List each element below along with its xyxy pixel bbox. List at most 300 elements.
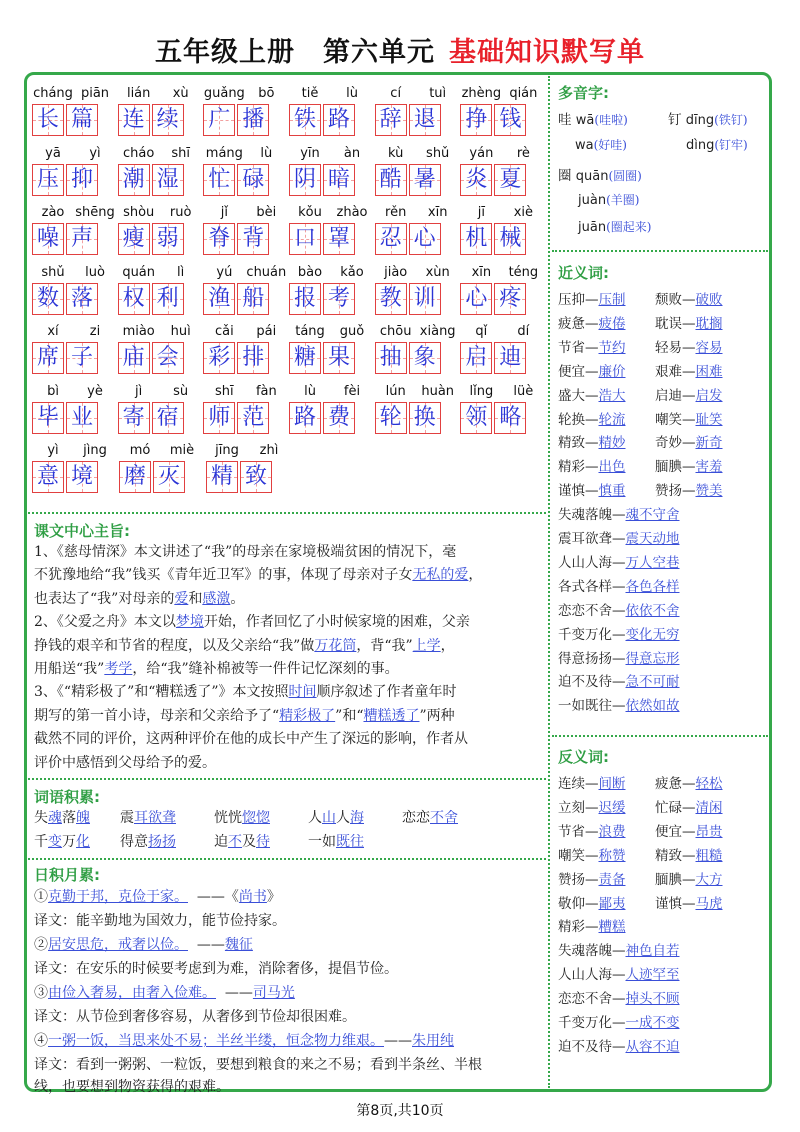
char-box — [460, 283, 492, 315]
char: 训 — [413, 285, 436, 311]
pair-answer: 称赞 — [598, 847, 626, 864]
page-footer: 第8页,共10页 — [356, 1103, 444, 1119]
pair-word: 精彩— — [558, 919, 599, 936]
char-box — [323, 402, 355, 434]
pair-answer: 一成不变 — [625, 1015, 680, 1031]
poly-word: (圆圈) — [608, 169, 642, 183]
char-box — [460, 342, 492, 374]
pinyin-syllable: cháo — [123, 145, 155, 161]
char: 灭 — [157, 464, 180, 489]
pinyin-syllable: zhào — [336, 205, 368, 220]
word-pair — [655, 772, 723, 792]
vocab-chars — [118, 402, 204, 434]
poly-pinyin: juàn — [578, 193, 607, 208]
poly-item — [578, 218, 651, 235]
vocab-item — [203, 203, 289, 263]
word-pair — [558, 527, 680, 547]
center-line — [34, 611, 544, 634]
center-line — [34, 658, 544, 681]
word-text: 恍恍 — [214, 810, 242, 826]
pair-word: 失魂落魄— — [558, 507, 626, 524]
center-text: 截然不同的评价，这两种评价在他的成长中产生了深远的影响，作者从 — [34, 731, 468, 748]
vocab-pinyin — [289, 382, 375, 402]
pinyin-syllable: mó — [129, 443, 151, 458]
char: 师 — [208, 404, 231, 430]
quote-dash: —— — [196, 937, 225, 953]
char: 考 — [328, 285, 351, 311]
char: 挣 — [465, 107, 488, 132]
char-box — [409, 402, 441, 434]
vocab-pinyin — [460, 322, 546, 342]
pair-answer: 容易 — [695, 339, 723, 356]
translation-3: 译文：从节俭到奢侈容易，从奢侈到节俭却很困难。 — [34, 1009, 356, 1025]
char: 船 — [242, 285, 265, 311]
pinyin-syllable: jī — [477, 205, 485, 220]
char-box — [119, 461, 151, 493]
antonyms-heading: 反义词: — [558, 748, 609, 766]
char-box — [66, 461, 98, 493]
vocab-row — [32, 322, 546, 382]
vocab-item — [118, 322, 204, 382]
translation-4a: 译文：看到一粥粥、一粒饭，要想到粮食的来之不易；看到半条丝、半根 — [34, 1057, 482, 1073]
vocab-pinyin — [118, 322, 204, 342]
center-text: 不犹豫地给“我”钱买《青年近卫军》的事，体现了母亲对子女 — [34, 567, 413, 584]
pinyin-syllable: xí — [47, 324, 59, 339]
center-line — [34, 705, 544, 728]
pair-answer: 出色 — [598, 459, 626, 476]
char: 疼 — [499, 285, 522, 311]
char: 忙 — [208, 166, 231, 192]
word-pair — [558, 694, 680, 714]
vocab-chars — [203, 283, 289, 315]
poly-item — [558, 164, 642, 184]
vocab-chars — [289, 402, 375, 434]
char: 退 — [413, 107, 436, 132]
char-box — [409, 223, 441, 255]
pair-word: 奇妙— — [655, 435, 696, 452]
center-text: 期写的第一首小诗，母亲和父亲给予了“ — [34, 707, 280, 724]
char: 心 — [413, 226, 436, 251]
vocab-pinyin — [32, 203, 118, 223]
vocab-pinyin — [203, 144, 289, 164]
pair-answer: 迟缓 — [598, 799, 626, 816]
pair-word: 盛大— — [558, 387, 599, 404]
pair-word: 精致— — [558, 435, 599, 452]
pinyin-syllable: shǔ — [41, 264, 65, 280]
daily-heading: 日积月累: — [34, 866, 100, 884]
word-text: 迫 — [214, 834, 228, 850]
quote-num: ④ — [34, 1033, 48, 1049]
center-line — [34, 728, 544, 751]
vocab-row — [32, 144, 546, 204]
vocab-item — [289, 144, 375, 204]
pinyin-syllable: kù — [388, 145, 404, 161]
char: 路 — [328, 107, 351, 132]
pair-answer: 节约 — [598, 339, 626, 356]
char: 弱 — [156, 226, 179, 251]
quote-num: ② — [34, 937, 48, 953]
vocab-item — [375, 84, 461, 144]
char-box — [494, 223, 526, 255]
char: 庙 — [122, 345, 145, 370]
word-pair — [558, 384, 626, 404]
vocab-pinyin — [375, 382, 461, 402]
pinyin-syllable: bō — [258, 86, 275, 101]
pinyin-syllable: jǐ — [220, 205, 228, 220]
pair-answer: 精妙 — [598, 435, 626, 452]
vocab-item — [32, 441, 119, 501]
char: 子 — [70, 345, 93, 370]
char: 致 — [244, 464, 267, 489]
vocab-pinyin — [203, 203, 289, 223]
pair-answer: 耻笑 — [695, 411, 723, 428]
word-keyword: 山 — [322, 810, 336, 826]
char-box — [237, 104, 269, 136]
quote-text: 克勤于邦，克俭于家。 — [48, 889, 188, 905]
word-text: 失 — [34, 810, 48, 826]
char: 彩 — [208, 345, 231, 370]
center-keyword: 精彩极了 — [279, 707, 336, 724]
vocab-item — [460, 322, 546, 382]
pair-word: 疲惫— — [558, 315, 599, 332]
poly-item — [578, 191, 639, 208]
char-box — [375, 223, 407, 255]
pinyin-syllable: bì — [47, 383, 59, 399]
pinyin-syllable: qián — [509, 86, 538, 101]
pair-answer: 慎重 — [598, 483, 626, 500]
center-text: 开始，作者回忆了小时候家境的困难，父亲 — [203, 614, 470, 631]
word-pair — [655, 844, 723, 864]
section-divider — [28, 858, 546, 860]
poly-word: (铁钉) — [714, 113, 748, 127]
center-text: ，背“我” — [356, 637, 413, 654]
quote-dash: 》 — [266, 889, 281, 905]
char: 篇 — [70, 107, 93, 132]
word-keyword: 化 — [76, 834, 90, 850]
pinyin-syllable: chōu — [379, 324, 412, 339]
char: 席 — [36, 345, 59, 370]
word-pair — [558, 336, 626, 356]
word-pair — [558, 599, 680, 619]
word-pair — [558, 647, 680, 667]
char-box — [203, 164, 235, 196]
char: 数 — [36, 285, 59, 311]
word-pair — [655, 820, 723, 840]
word-pair — [558, 288, 626, 308]
center-text — [34, 541, 544, 775]
word-keyword: 变 — [48, 834, 62, 850]
pair-answer: 新奇 — [695, 435, 723, 452]
pair-word: 人山人海— — [558, 554, 626, 571]
word-item — [308, 807, 402, 827]
synonyms-heading: 近义词: — [558, 264, 609, 282]
center-text: ”两种 — [419, 707, 455, 724]
vocab-item — [203, 263, 289, 323]
pinyin-syllable: yì — [47, 443, 59, 458]
vocab-chars — [32, 164, 118, 196]
pinyin-syllable: jì — [135, 383, 143, 399]
pair-answer: 万人空巷 — [625, 554, 680, 571]
pair-word: 节省— — [558, 823, 599, 840]
char-box — [323, 223, 355, 255]
char: 宿 — [156, 404, 179, 430]
vocab-pinyin — [203, 322, 289, 342]
word-text: 千 — [34, 834, 48, 850]
pair-word: 耽误— — [655, 315, 696, 332]
word-pair — [558, 939, 680, 959]
word-pair — [558, 892, 626, 912]
char: 噪 — [36, 226, 59, 251]
word-pair — [558, 408, 626, 428]
pair-answer: 轻松 — [695, 776, 723, 792]
char: 暗 — [328, 166, 351, 192]
char: 夏 — [499, 166, 522, 192]
char-box — [203, 342, 235, 374]
vocab-item — [375, 322, 461, 382]
pinyin-syllable: shòu — [123, 205, 155, 220]
pinyin-syllable: jiào — [384, 264, 408, 280]
vocab-item — [375, 382, 461, 442]
pinyin-syllable: xùn — [425, 264, 450, 280]
pair-word: 轮换— — [558, 411, 599, 428]
char: 业 — [70, 404, 93, 430]
vocab-row — [32, 203, 546, 263]
vocab-item — [32, 84, 118, 144]
section-divider — [28, 778, 546, 780]
char: 抽 — [379, 345, 402, 370]
vocab-pinyin — [32, 382, 118, 402]
vocab-item — [289, 263, 375, 323]
char: 毕 — [36, 404, 59, 430]
pair-answer: 神色自若 — [625, 943, 680, 960]
pinyin-syllable: yì — [89, 145, 101, 161]
quote-dash: —— — [384, 1033, 412, 1049]
vocab-chars — [32, 104, 118, 136]
vocab-chars — [375, 104, 461, 136]
pinyin-syllable: tiě — [301, 86, 319, 101]
center-line — [34, 588, 544, 611]
pinyin-syllable: shī — [215, 383, 234, 399]
vocab-pinyin — [375, 144, 461, 164]
pair-answer: 马虎 — [695, 895, 723, 912]
char: 报 — [294, 285, 317, 311]
pinyin-syllable: yán — [469, 145, 494, 161]
pair-word: 得意扬扬— — [558, 650, 626, 667]
pinyin-syllable: zi — [89, 324, 101, 339]
vocab-pinyin — [118, 144, 204, 164]
vocab-item — [289, 84, 375, 144]
char-box — [409, 164, 441, 196]
poly-pinyin: wā — [575, 113, 595, 128]
word-pair — [655, 288, 723, 308]
char: 迪 — [499, 345, 522, 370]
char: 机 — [465, 226, 488, 251]
center-keyword: 爱 — [174, 590, 189, 607]
pair-answer: 各色各样 — [625, 578, 680, 595]
vocab-chars — [203, 223, 289, 255]
pinyin-syllable: shēng — [75, 205, 115, 220]
char-box — [118, 223, 150, 255]
pinyin-syllable: luò — [85, 264, 105, 280]
word-pair — [558, 1035, 680, 1055]
title-main: 五年级上册 第六单元 — [155, 37, 435, 68]
pinyin-syllable: zhì — [259, 443, 279, 458]
quote-text: 居安思危，戒奢以俭。 — [48, 937, 188, 953]
char-box — [409, 104, 441, 136]
pinyin-syllable: àn — [343, 145, 361, 161]
char-box — [237, 402, 269, 434]
vocab-pinyin — [118, 382, 204, 402]
pair-answer: 间断 — [598, 776, 626, 792]
pair-answer: 耽搁 — [695, 315, 723, 332]
vocab-pinyin — [118, 84, 204, 104]
char-box — [203, 104, 235, 136]
pinyin-syllable: xiàng — [419, 324, 456, 339]
word-pair — [655, 360, 723, 380]
word-text: 一如 — [308, 834, 336, 850]
pair-word: 千变万化— — [558, 1015, 626, 1031]
section-divider — [552, 735, 768, 737]
quote-source: 司马光 — [252, 985, 295, 1001]
char-box — [289, 283, 321, 315]
pair-word: 谨慎— — [655, 895, 696, 912]
vocab-pinyin — [460, 263, 546, 283]
pair-word: 精致— — [655, 847, 696, 864]
word-pair — [655, 336, 723, 356]
poly-word: (羊圈) — [606, 193, 640, 207]
pinyin-syllable: xīn — [427, 205, 448, 220]
center-text: 1、《慈母情深》本文讲述了“我”的母亲在家境极端贫困的情况下，毫 — [34, 544, 457, 560]
char: 领 — [465, 404, 488, 430]
poly-word: (哇啦) — [594, 113, 628, 127]
vocab-chars — [32, 402, 118, 434]
vocab-chars — [460, 164, 546, 196]
char: 会 — [156, 345, 179, 370]
pair-word: 轻易— — [655, 339, 696, 356]
vocab-item — [118, 263, 204, 323]
pinyin-syllable: lüè — [513, 383, 534, 399]
pinyin-syllable: bào — [297, 264, 323, 280]
vocab-item — [118, 84, 204, 144]
pair-word: 艰难— — [655, 363, 696, 380]
word-pair — [558, 772, 626, 792]
pinyin-syllable: quán — [122, 264, 156, 280]
vocab-item — [375, 144, 461, 204]
char: 路 — [294, 404, 317, 430]
vocab-item — [118, 203, 204, 263]
word-keyword: 既往 — [336, 834, 364, 850]
word-pair — [558, 575, 680, 595]
char: 铁 — [294, 107, 317, 132]
vocab-pinyin — [460, 84, 546, 104]
word-text: 及 — [242, 834, 256, 850]
pair-answer: 魂不守舍 — [625, 507, 680, 524]
word-item — [34, 831, 120, 851]
word-item — [214, 831, 308, 851]
pair-answer: 浩大 — [598, 387, 626, 404]
pinyin-syllable: xù — [172, 86, 189, 101]
pinyin-syllable: xīn — [471, 264, 492, 280]
word-pair — [558, 868, 626, 888]
poly-item — [575, 136, 627, 153]
word-text: 万 — [62, 834, 76, 850]
vocab-item — [203, 382, 289, 442]
vocab-chars — [32, 342, 118, 374]
char-box — [323, 104, 355, 136]
char: 阴 — [294, 166, 317, 192]
pair-answer: 困难 — [695, 363, 723, 380]
char: 钱 — [499, 107, 522, 132]
vocab-item — [32, 263, 118, 323]
pinyin-syllable: lián — [126, 86, 151, 101]
pinyin-syllable: cháng — [33, 86, 73, 101]
char-box — [152, 283, 184, 315]
vocab-chars — [203, 104, 289, 136]
word-pair — [655, 408, 723, 428]
char: 费 — [328, 404, 351, 430]
vocab-item — [203, 144, 289, 204]
char-box — [152, 104, 184, 136]
char-box — [66, 223, 98, 255]
pair-answer: 糟糕 — [598, 919, 626, 936]
quote-1 — [34, 886, 544, 906]
words-heading: 词语积累: — [34, 788, 100, 806]
char-box — [66, 283, 98, 315]
pinyin-syllable: bèi — [256, 205, 277, 220]
poly-pinyin: wa — [575, 138, 594, 153]
pinyin-syllable: lù — [260, 145, 273, 161]
char-box — [32, 223, 64, 255]
word-pair — [655, 312, 723, 332]
vocab-chars — [460, 104, 546, 136]
vocab-pinyin — [375, 322, 461, 342]
word-item — [34, 807, 120, 827]
pair-word: 一如既往— — [558, 698, 626, 715]
center-keyword: 感激 — [202, 590, 231, 607]
word-keyword: 魄 — [76, 810, 90, 826]
char-box — [289, 342, 321, 374]
vocab-pinyin — [118, 203, 204, 223]
pinyin-syllable: huàn — [421, 383, 455, 399]
vocab-chars — [289, 342, 375, 374]
pair-word: 嘲笑— — [558, 847, 599, 864]
word-pair — [655, 431, 723, 451]
pinyin-syllable: zào — [41, 205, 65, 220]
pinyin-syllable: qǐ — [475, 324, 488, 339]
pair-answer: 压制 — [598, 292, 626, 308]
char-box — [494, 402, 526, 434]
center-heading: 课文中心主旨: — [34, 522, 130, 540]
vocab-pinyin — [375, 203, 461, 223]
vocab-pinyin — [32, 84, 118, 104]
char-box — [375, 342, 407, 374]
vocab-pinyin — [289, 144, 375, 164]
center-keyword: 无私的爱 — [412, 567, 469, 584]
poly-word: (圈起来) — [606, 220, 652, 234]
quote-source: 尚书 — [238, 889, 267, 905]
char-box — [66, 402, 98, 434]
char-box — [375, 283, 407, 315]
poly-item — [558, 108, 628, 128]
pair-word: 失魂落魄— — [558, 943, 626, 960]
vocab-chars — [118, 342, 204, 374]
pair-answer: 从容不迫 — [625, 1038, 680, 1055]
vocab-grid — [32, 84, 546, 501]
center-keyword: 梦境 — [175, 614, 204, 631]
word-pair — [558, 844, 626, 864]
words-row — [34, 831, 544, 851]
pair-word: 腼腆— — [655, 871, 696, 888]
